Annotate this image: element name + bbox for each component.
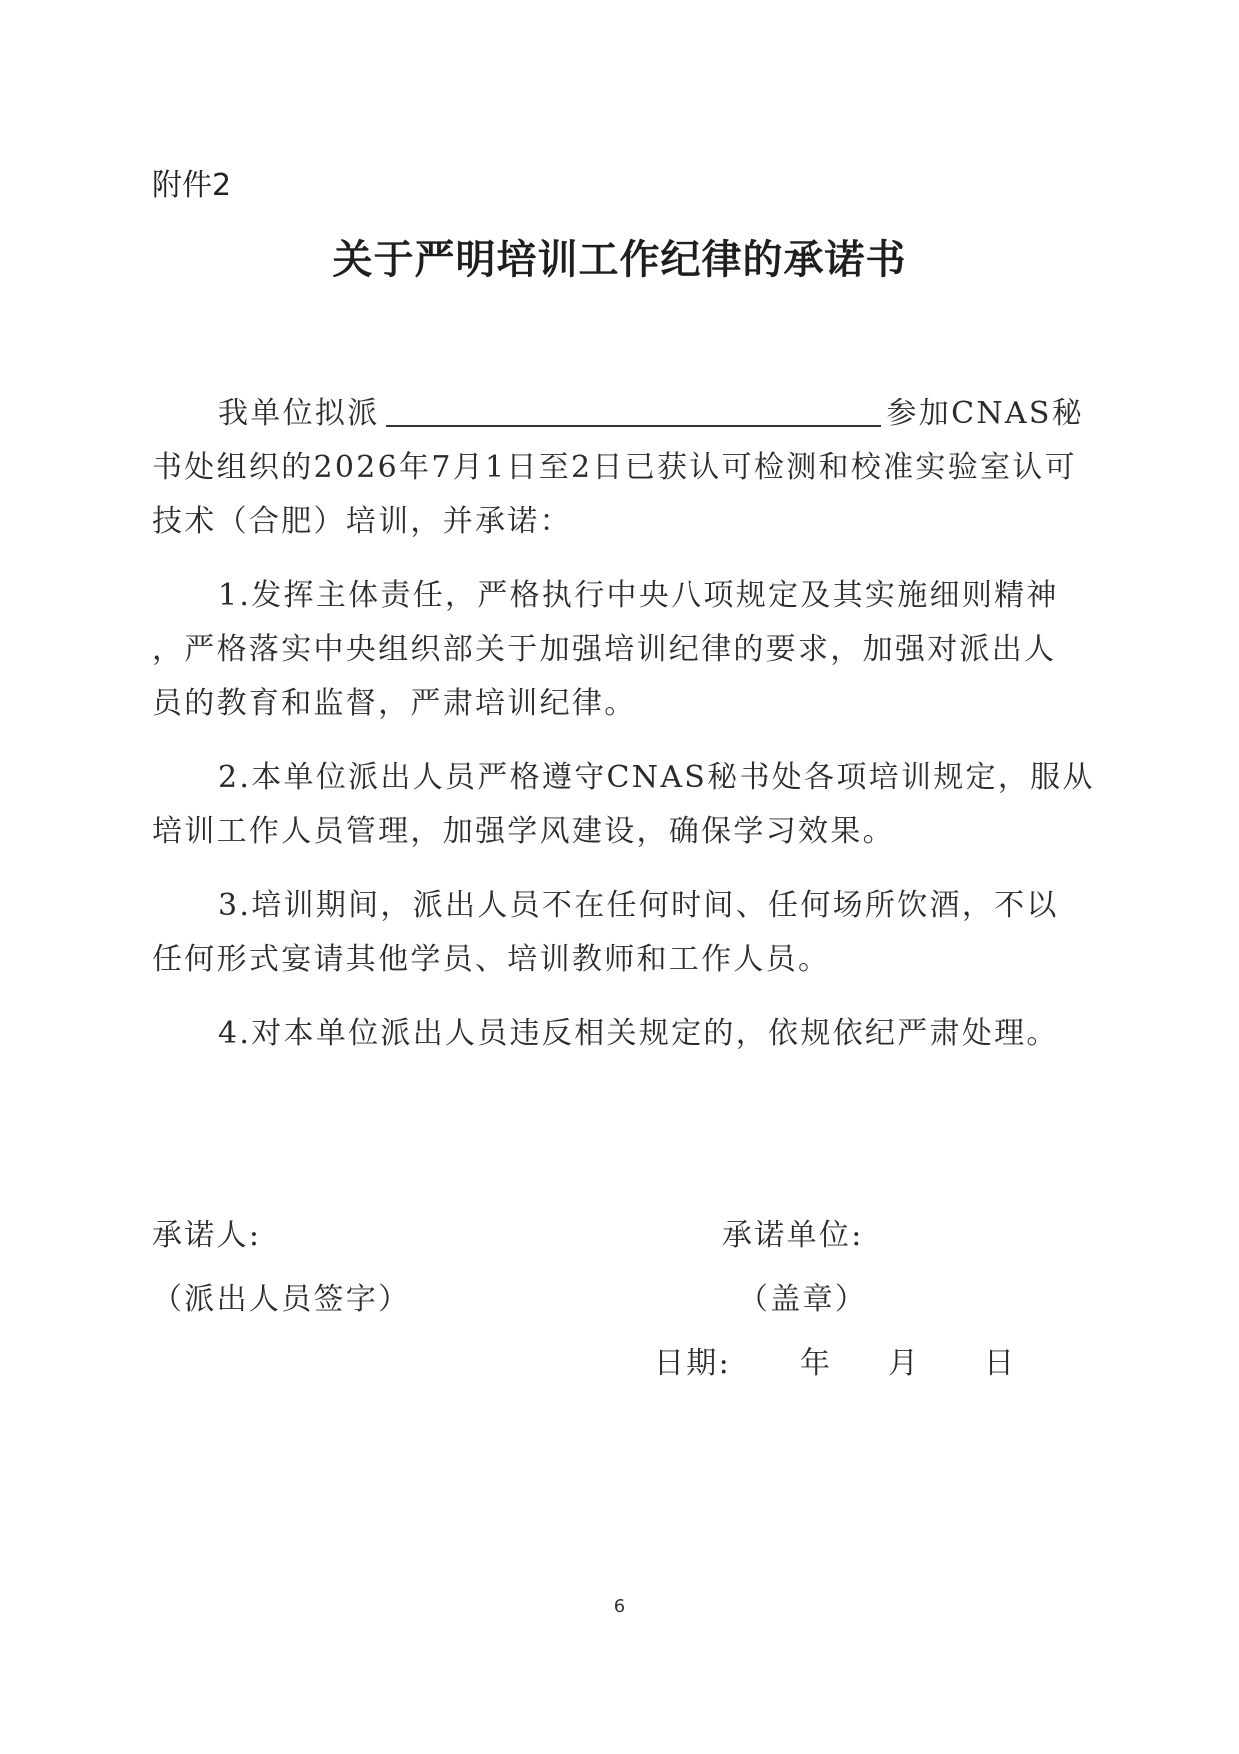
item-2-line-2: 培训工作人员管理，加强学风建设，确保学习效果。: [152, 814, 895, 849]
intro-line-3: 技术（合肥）培训，并承诺：: [152, 504, 572, 539]
date-year: 年: [800, 1346, 833, 1381]
item-1-line-3: 员的教育和监督，严肃培训纪律。: [152, 686, 637, 721]
promiser-note: （派出人员签字）: [152, 1282, 411, 1317]
intro-line-2: 书处组织的2026年7月1日至2日已获认可检测和校准实验室认可: [152, 450, 1077, 485]
intro-line-1: [218, 388, 1084, 432]
dispatched-person-blank[interactable]: [386, 395, 881, 427]
item-3-line-2: 任何形式宴请其他学员、培训教师和工作人员。: [152, 942, 831, 977]
item-4-line-1: 4.对本单位派出人员违反相关规定的，依规依纪严肃处理。: [218, 1016, 1059, 1051]
promiser-label: 承诺人:: [152, 1218, 262, 1253]
attachment-label: 附件2: [152, 168, 232, 203]
intro-prefix: 我单位拟派: [218, 396, 380, 431]
item-1-line-2: ，严格落实中央组织部关于加强培训纪律的要求，加强对派出人: [152, 632, 1057, 667]
document-title: 关于严明培训工作纪律的承诺书: [332, 236, 907, 283]
unit-note: （盖章）: [738, 1282, 868, 1317]
date-label: 日期:: [654, 1346, 732, 1381]
intro-suffix: 参加CNAS秘: [886, 396, 1085, 431]
item-3-line-1: 3.培训期间，派出人员不在任何时间、任何场所饮酒，不以: [218, 888, 1059, 923]
unit-label: 承诺单位:: [722, 1218, 864, 1253]
date-day: 日: [984, 1346, 1017, 1381]
page-number: 6: [613, 1596, 626, 1617]
item-1-line-1: 1.发挥主体责任，严格执行中央八项规定及其实施细则精神: [218, 578, 1059, 613]
date-month: 月: [888, 1346, 921, 1381]
item-2-line-1: 2.本单位派出人员严格遵守CNAS秘书处各项培训规定，服从: [218, 760, 1095, 795]
